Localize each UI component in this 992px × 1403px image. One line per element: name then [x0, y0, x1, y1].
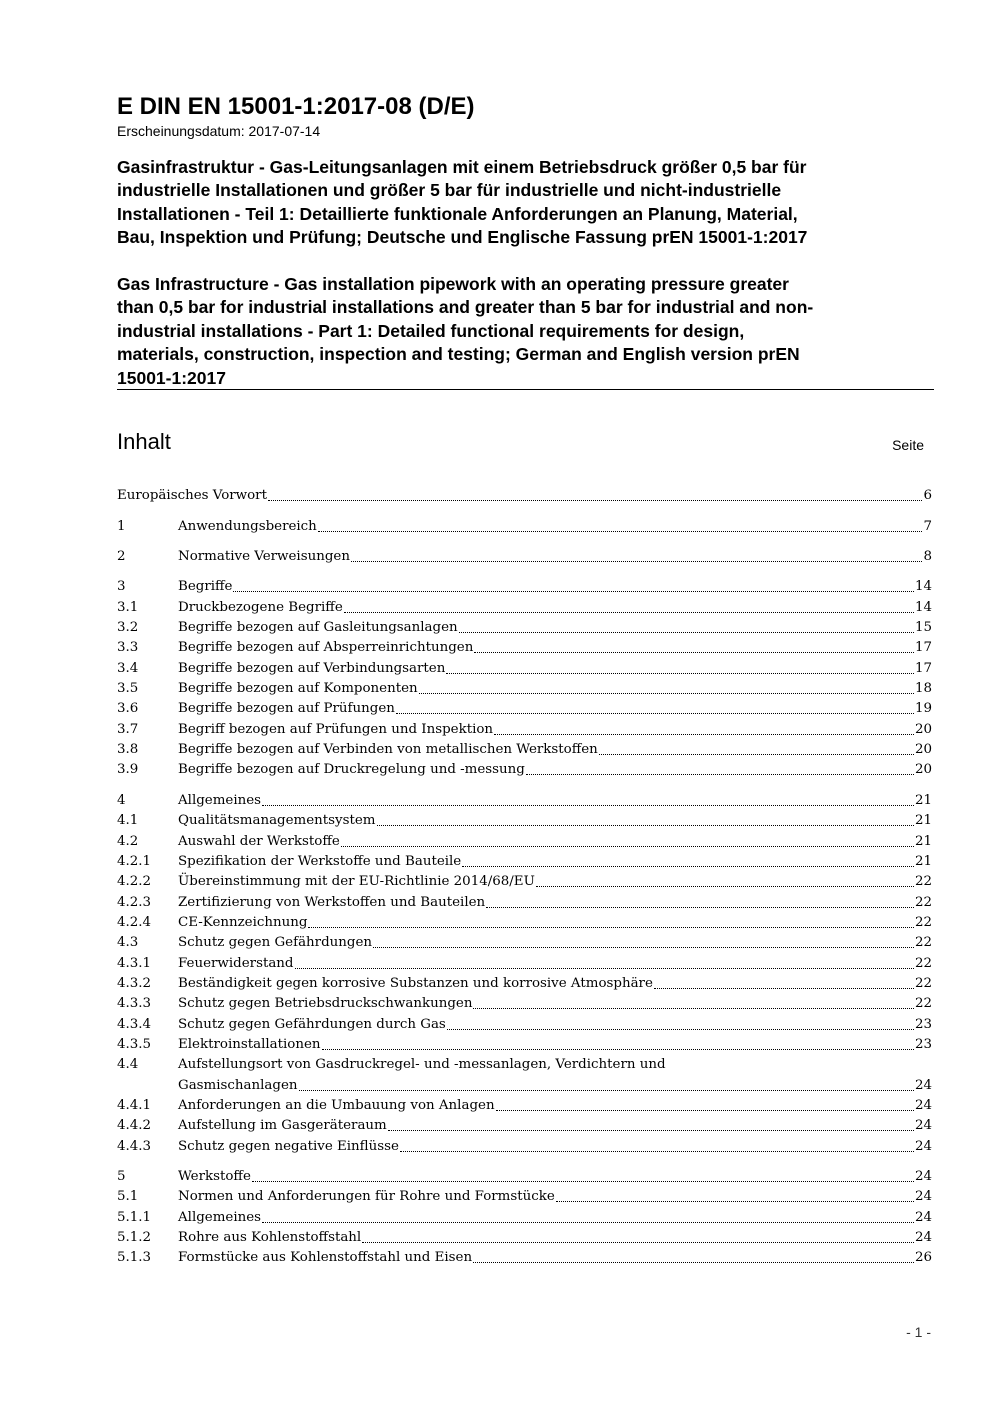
toc-entry-number: 3	[117, 579, 126, 595]
toc-entry-page: 22	[914, 914, 932, 930]
toc-page-column-label: Seite	[892, 437, 924, 453]
toc-entry[interactable]	[117, 953, 932, 973]
toc-entry-number: 5.1	[117, 1189, 139, 1205]
toc-entry-page: 24	[914, 1138, 932, 1154]
title-line: 15001-1:2017	[117, 367, 226, 388]
toc-entry-page: 19	[914, 701, 932, 717]
toc-entry-page: 14	[914, 579, 932, 595]
toc-dot-leader	[388, 1130, 914, 1131]
toc-entry-title: Formstücke aus Kohlenstoffstahl und Eisen	[178, 1250, 473, 1266]
toc-dot-leader	[536, 886, 914, 887]
toc-entry[interactable]	[117, 892, 932, 912]
toc-entry-title: Begriffe bezogen auf Gasleitungsanlagen	[178, 620, 458, 636]
toc-entry-number: 4	[117, 792, 126, 808]
toc-dot-leader	[299, 1090, 914, 1091]
title-german	[117, 156, 937, 250]
toc-entry[interactable]	[117, 1228, 932, 1248]
toc-entry-number: 3.9	[117, 762, 139, 778]
toc-entry-number: 1	[117, 518, 126, 534]
toc-entry-title: Aufstellungsort von Gasdruckregel- und -messanlagen, Verdichtern und	[178, 1057, 666, 1073]
title-line: Gasinfrastruktur - Gas-Leitungsanlagen mit einem Betriebsdruck größer 0,5 bar für	[117, 157, 807, 177]
toc-entry-title: Spezifikation der Werkstoffe und Bauteile	[178, 853, 462, 869]
toc-entry-page: 23	[914, 1036, 932, 1052]
toc-dot-leader	[268, 500, 923, 501]
toc-entry-number: 4.2.2	[117, 874, 152, 890]
toc-entry-title: Schutz gegen negative Einflüsse	[178, 1138, 399, 1154]
toc-dot-leader	[262, 1222, 914, 1223]
toc-entry[interactable]	[117, 1014, 932, 1034]
toc-dot-leader	[322, 1049, 914, 1050]
toc-entry-continuation[interactable]	[117, 1075, 932, 1095]
toc-entry-title: Allgemeines	[178, 792, 262, 808]
title-line: industrial installations - Part 1: Detailed functional requirements for design,	[117, 320, 745, 341]
toc-dot-leader	[295, 968, 914, 969]
toc-dot-leader	[446, 673, 914, 674]
toc-entry-title: Qualitätsmanagementsystem	[178, 813, 376, 829]
toc-entry-number: 4.2.1	[117, 853, 152, 869]
table-of-contents	[117, 486, 932, 1268]
toc-entry-title: Feuerwiderstand	[178, 955, 294, 971]
toc-entry-number: 5.1.3	[117, 1250, 152, 1266]
toc-entry-number: 4.3.5	[117, 1036, 152, 1052]
title-line: than 0,5 bar for industrial installations and greater than 5 bar for industrial and non-	[117, 297, 814, 318]
toc-entry-number: 4.2.4	[117, 914, 152, 930]
toc-entry-page: 17	[914, 660, 932, 676]
toc-entry-number: 3.8	[117, 742, 139, 758]
toc-entry-number: 4.4.3	[117, 1138, 152, 1154]
toc-entry-title: Begriffe	[178, 579, 233, 595]
toc-entry-page: 24	[914, 1209, 932, 1225]
toc-entry-page: 22	[914, 894, 932, 910]
toc-dot-leader	[496, 1110, 914, 1111]
toc-entry-number: 4.4.1	[117, 1097, 152, 1113]
toc-entry-number: 4.4	[117, 1057, 139, 1073]
toc-entry-page: 6	[923, 488, 932, 504]
toc-entry[interactable]	[117, 852, 932, 872]
toc-entry-title: Begriffe bezogen auf Prüfungen	[178, 701, 395, 717]
toc-dot-leader	[494, 734, 914, 735]
toc-dot-leader	[341, 846, 914, 847]
toc-entry-number: 4.1	[117, 813, 139, 829]
toc-entry-page: 20	[914, 721, 932, 737]
toc-entry-page: 15	[914, 620, 932, 636]
toc-entry-page: 22	[914, 975, 932, 991]
toc-entry-number: 5.1.1	[117, 1209, 152, 1225]
toc-dot-leader	[233, 591, 913, 592]
toc-entry[interactable]	[117, 658, 932, 678]
toc-entry-page: 22	[914, 996, 932, 1012]
toc-heading: Inhalt	[117, 429, 171, 454]
toc-dot-leader	[419, 693, 914, 694]
toc-entry-number: 4.2.3	[117, 894, 152, 910]
toc-entry[interactable]	[117, 1167, 932, 1187]
toc-entry[interactable]	[117, 516, 932, 536]
toc-dot-leader	[526, 774, 914, 775]
toc-entry-page: 24	[914, 1230, 932, 1246]
toc-entry[interactable]	[117, 760, 932, 780]
document-id: E DIN EN 15001-1:2017-08 (D/E)	[117, 93, 475, 120]
title-line: Gas Infrastructure - Gas installation pipework with an operating pressure greater	[117, 274, 789, 294]
toc-entry-page: 20	[914, 762, 932, 778]
toc-entry-number: 3.5	[117, 681, 139, 697]
toc-entry-title: Schutz gegen Gefährdungen durch Gas	[178, 1016, 446, 1032]
toc-dot-leader	[362, 1242, 914, 1243]
toc-entry-number: 5	[117, 1169, 126, 1184]
toc-entry-page: 18	[914, 681, 932, 697]
toc-entry-page: 21	[914, 833, 932, 849]
toc-entry-title: Anwendungsbereich	[178, 518, 317, 534]
toc-entry-title: Begriffe bezogen auf Komponenten	[178, 681, 418, 697]
toc-dot-leader	[373, 947, 914, 948]
toc-entry-title: Rohre aus Kohlenstoffstahl	[178, 1230, 362, 1246]
toc-entry-title: CE-Kennzeichnung	[178, 914, 308, 930]
toc-entry[interactable]	[117, 740, 932, 760]
toc-dot-leader	[474, 652, 914, 653]
toc-entry[interactable]	[117, 1207, 932, 1227]
toc-entry-title: Begriffe bezogen auf Verbinden von metallischen Werkstoffen	[178, 742, 598, 758]
toc-entry[interactable]	[117, 933, 932, 953]
title-english	[117, 273, 937, 390]
toc-dot-leader	[459, 632, 914, 633]
toc-entry-title: Zertifizierung von Werkstoffen und Bauteilen	[178, 894, 486, 910]
toc-entry-page: 24	[914, 1189, 932, 1205]
toc-entry-page: 26	[914, 1250, 932, 1266]
toc-entry[interactable]	[117, 699, 932, 719]
toc-entry-number: 2	[117, 549, 126, 565]
toc-entry[interactable]	[117, 1248, 932, 1268]
toc-entry-title: Beständigkeit gegen korrosive Substanzen und korrosive Atmosphäre	[178, 975, 653, 991]
toc-dot-leader	[318, 531, 923, 532]
toc-dot-leader	[654, 988, 914, 989]
toc-entry-page: 22	[914, 935, 932, 951]
toc-entry[interactable]	[117, 597, 932, 617]
toc-entry-number: 4.2	[117, 833, 139, 849]
toc-entry[interactable]	[117, 638, 932, 658]
toc-entry-number: 5.1.2	[117, 1230, 152, 1246]
toc-entry-title: Europäisches Vorwort	[117, 488, 267, 504]
toc-entry-page: 20	[914, 742, 932, 758]
toc-entry-title: Werkstoffe	[178, 1169, 251, 1184]
toc-dot-leader	[400, 1151, 914, 1152]
toc-entry[interactable]	[117, 1187, 932, 1207]
toc-entry-number: 4.4.2	[117, 1118, 152, 1134]
toc-entry-page: 21	[914, 853, 932, 869]
toc-entry[interactable]	[117, 790, 932, 810]
toc-entry[interactable]	[117, 1055, 932, 1075]
toc-entry[interactable]	[117, 1035, 932, 1055]
toc-entry-page: 24	[914, 1077, 932, 1093]
toc-entry-page: 24	[914, 1118, 932, 1134]
toc-dot-leader	[462, 866, 914, 867]
toc-entry-title: Schutz gegen Gefährdungen	[178, 935, 373, 951]
toc-entry[interactable]	[117, 913, 932, 933]
toc-entry-number: 3.7	[117, 721, 139, 737]
toc-entry[interactable]	[117, 1116, 932, 1136]
title-line: industrielle Installationen und größer 5 bar für industrielle und nicht-industrielle	[117, 180, 782, 201]
title-line: Bau, Inspektion und Prüfung; Deutsche und Englische Fassung prEN 15001-1:2017	[117, 227, 808, 248]
toc-entry-page: 7	[923, 518, 932, 534]
toc-entry[interactable]	[117, 577, 932, 597]
toc-entry-title: Allgemeines	[178, 1209, 262, 1225]
toc-dot-leader	[262, 805, 914, 806]
toc-entry[interactable]	[117, 872, 932, 892]
toc-entry[interactable]	[117, 618, 932, 638]
toc-entry[interactable]	[117, 811, 932, 831]
toc-entry[interactable]	[117, 486, 932, 506]
title-line: materials, construction, inspection and testing; German and English version prEN	[117, 344, 800, 365]
header-divider	[117, 389, 934, 390]
publication-date: Erscheinungsdatum: 2017-07-14	[117, 123, 321, 139]
toc-entry-page: 17	[914, 640, 932, 656]
toc-dot-leader	[447, 1029, 914, 1030]
toc-entry-page: 14	[914, 599, 932, 615]
toc-entry[interactable]	[117, 1136, 932, 1156]
toc-entry-title: Auswahl der Werkstoffe	[178, 833, 340, 849]
toc-entry-page: 23	[914, 1016, 932, 1032]
toc-entry-page: 24	[914, 1169, 932, 1184]
toc-entry[interactable]	[117, 547, 932, 567]
toc-entry-title: Anforderungen an die Umbauung von Anlagen	[178, 1097, 495, 1113]
footer-page-number: - 1 -	[906, 1324, 931, 1340]
toc-entry-title: Begriffe bezogen auf Absperreinrichtungen	[178, 640, 474, 656]
toc-entry[interactable]	[117, 679, 932, 699]
toc-entry-number: 3.4	[117, 660, 139, 676]
toc-dot-leader	[473, 1008, 914, 1009]
toc-entry-page: 22	[914, 955, 932, 971]
toc-entry-title: Begriff bezogen auf Prüfungen und Inspektion	[178, 721, 494, 737]
toc-entry[interactable]	[117, 1096, 932, 1116]
toc-entry-title: Begriffe bezogen auf Verbindungsarten	[178, 660, 446, 676]
toc-entry-title: Schutz gegen Betriebsdruckschwankungen	[178, 996, 473, 1012]
toc-entry-title: Aufstellung im Gasgeräteraum	[178, 1118, 387, 1134]
toc-entry[interactable]	[117, 719, 932, 739]
toc-dot-leader	[599, 754, 914, 755]
toc-dot-leader	[351, 561, 923, 562]
toc-entry-title: Begriffe bezogen auf Druckregelung und -messung	[178, 762, 525, 778]
toc-dot-leader	[556, 1201, 914, 1202]
toc-entry-title: Übereinstimmung mit der EU-Richtlinie 2014/68/EU	[178, 874, 535, 890]
toc-entry-page: 8	[923, 549, 932, 565]
toc-entry-page: 22	[914, 874, 932, 890]
toc-dot-leader	[344, 612, 914, 613]
toc-entry-number: 4.3	[117, 935, 139, 951]
toc-entry-number: 4.3.4	[117, 1016, 152, 1032]
toc-entry-number: 4.3.1	[117, 955, 152, 971]
toc-entry-number: 3.1	[117, 599, 139, 615]
toc-entry-page: 21	[914, 792, 932, 808]
toc-dot-leader	[252, 1181, 914, 1182]
title-line: Installationen - Teil 1: Detaillierte funktionale Anforderungen an Planung, Material,	[117, 203, 798, 224]
toc-dot-leader	[308, 927, 914, 928]
toc-entry-number: 3.6	[117, 701, 139, 717]
toc-entry-title: Gasmischanlagen	[178, 1077, 298, 1093]
toc-dot-leader	[473, 1262, 914, 1263]
toc-entry-title: Normative Verweisungen	[178, 549, 350, 565]
toc-entry-page: 21	[914, 813, 932, 829]
toc-entry-number: 4.3.3	[117, 996, 152, 1012]
toc-dot-leader	[486, 907, 914, 908]
toc-entry-number: 3.2	[117, 620, 139, 636]
toc-entry-number: 3.3	[117, 640, 139, 656]
toc-entry-title: Elektroinstallationen	[178, 1036, 321, 1052]
toc-entry-page: 24	[914, 1097, 932, 1113]
toc-entry-title: Druckbezogene Begriffe	[178, 599, 343, 615]
toc-entry[interactable]	[117, 831, 932, 851]
toc-dot-leader	[396, 713, 914, 714]
toc-entry-number: 4.3.2	[117, 975, 152, 991]
toc-entry-title: Normen und Anforderungen für Rohre und Formstücke	[178, 1189, 555, 1205]
toc-entry[interactable]	[117, 994, 932, 1014]
toc-dot-leader	[377, 825, 914, 826]
toc-entry[interactable]	[117, 974, 932, 994]
